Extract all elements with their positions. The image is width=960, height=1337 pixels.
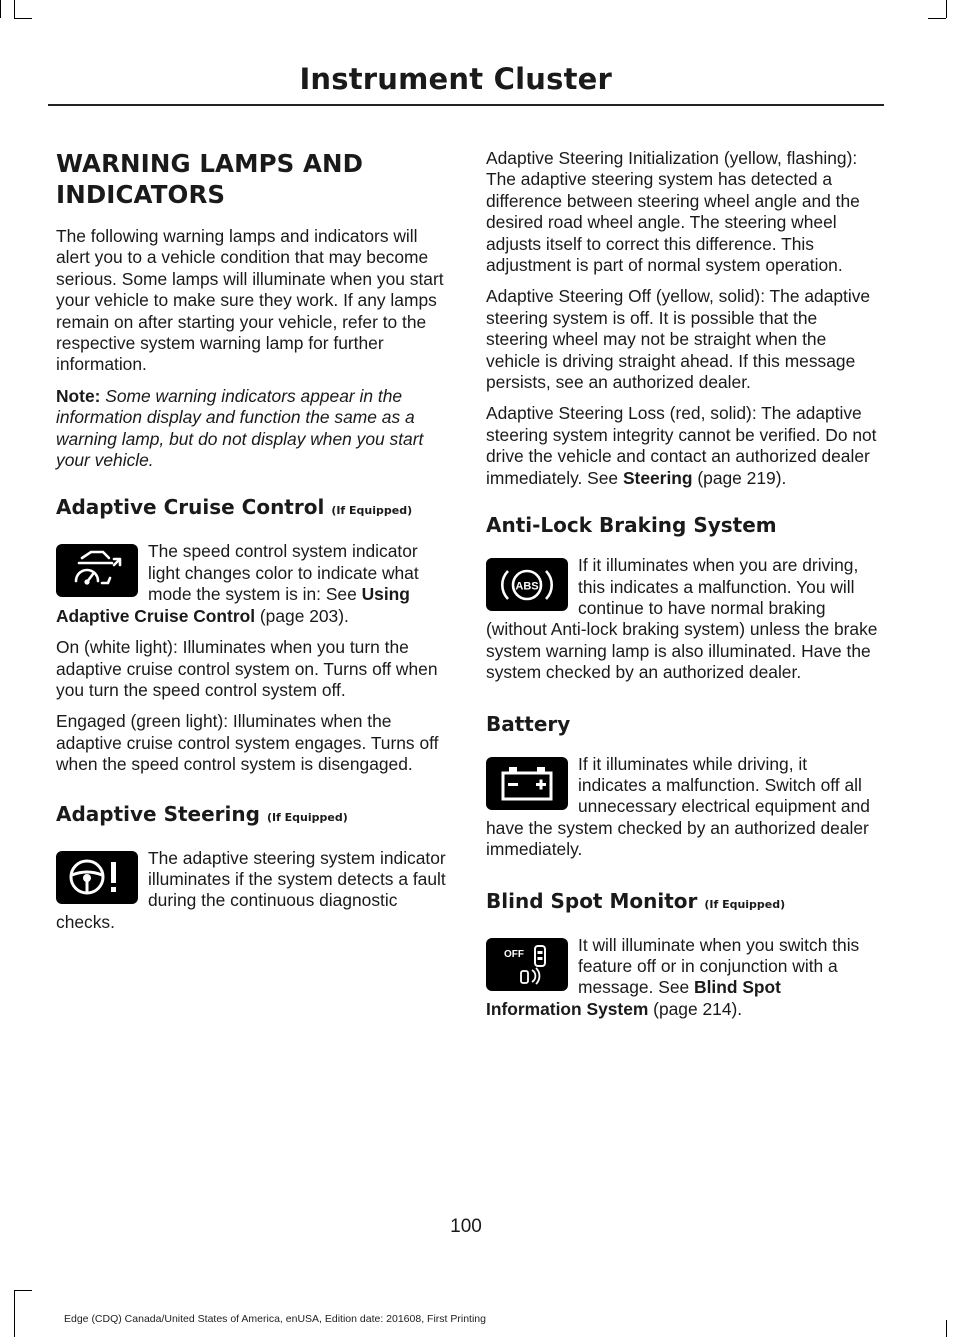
note-paragraph (56, 386, 448, 472)
acc-engaged-paragraph: Engaged (green light): Illuminates when the adaptive cruise control system engages. Turns off when the speed control system is disengaged. (56, 711, 439, 775)
steering-qualifier: (If Equipped) (266, 810, 348, 824)
steering-heading (56, 802, 448, 830)
steering-link[interactable]: Steering (622, 467, 693, 488)
blind-spot-title: Blind Spot Monitor (486, 888, 698, 913)
blind-spot-block (486, 935, 880, 1021)
blind-text-a: It will illuminate when you switch this feature off or in conjunction with a message. See (578, 934, 860, 998)
battery-description: If it illuminates while driving, it indicates a malfunction. Switch off all unnecessary electrical equipment and have the system checked by an authorized dealer immediately. (486, 753, 870, 860)
steering-init-paragraph: Adaptive Steering Initialization (yellow, flashing): The adaptive steering system has detected a difference between steering wheel angle and the desired road wheel angle. The steering wheel adjusts itself to correct this difference. This adjustment is part of normal system operation. (486, 148, 860, 276)
crop-mark (928, 18, 946, 19)
abs-icon (486, 558, 568, 611)
steering-title: Adaptive Steering (56, 801, 260, 826)
crop-mark (946, 1320, 947, 1337)
note-label: Note: (56, 385, 101, 406)
edition-info: Edge (CDQ) Canada/United States of America, enUSA, Edition date: 201608, First Printing (64, 1313, 486, 1325)
crop-mark (14, 1290, 15, 1337)
acc-title: Adaptive Cruise Control (56, 495, 325, 520)
blind-spot-heading (486, 889, 880, 917)
loss-text-b: (page 219). (692, 467, 787, 488)
acc-heading (56, 495, 448, 523)
blind-text-b: (page 214). (648, 998, 743, 1019)
page-number: 100 (450, 1216, 482, 1237)
acc-text-a: The speed control system indicator light changes color to indicate what mode the system is in: See (148, 541, 419, 605)
steering-description: The adaptive steering system indicator illuminates if the system detects a fault during the continuous diagnostic checks. (56, 847, 446, 932)
acc-text-b: (page 203). (255, 605, 349, 626)
note-text: Some warning indicators appear in the information display and function the same as a warning lamp, but do not display when you start your vehicle. (56, 385, 424, 471)
battery-icon (486, 757, 568, 810)
header-divider (48, 104, 884, 106)
steering-loss-paragraph (486, 403, 880, 489)
abs-heading: Anti-Lock Braking System (486, 513, 777, 538)
crop-mark (14, 18, 32, 19)
adaptive-cruise-control-icon (56, 544, 138, 597)
page-title: Instrument Cluster (299, 62, 612, 96)
crop-mark (0, 0, 1, 18)
abs-block (486, 555, 880, 683)
acc-link-using-adaptive-cruise-control[interactable]: Using Adaptive Cruise Control (56, 584, 410, 626)
section-heading: WARNING LAMPS AND INDICATORS (56, 149, 364, 209)
intro-paragraph: The following warning lamps and indicators will alert you to a vehicle condition that may become serious. Some lamps will illuminate when you start your vehicle to make sure they work. If any lamps remain on after starting your vehicle, refer to the respective system warning lamp for further information. (56, 226, 444, 375)
left-column (56, 140, 448, 933)
blind-spot-off-icon (486, 938, 568, 991)
crop-mark (14, 0, 15, 18)
abs-description: If it illuminates when you are driving, this indicates a malfunction. You will continue to have normal braking (without Anti-lock braking system) unless the brake system warning lamp is also illuminated. Have the system checked by an authorized dealer. (486, 555, 878, 683)
crop-mark (14, 1290, 32, 1291)
right-column (486, 148, 880, 1020)
abs-icon-label: ABS (515, 580, 539, 593)
blind-spot-icon-label: OFF (504, 949, 524, 961)
battery-block (486, 754, 880, 861)
acc-qualifier: (If Equipped) (331, 504, 413, 518)
blind-spot-link[interactable]: Blind Spot Information System (486, 977, 781, 1019)
loss-text-a: Adaptive Steering Loss (red, solid): The adaptive steering system integrity cannot be verified. Do not drive the vehicle and contact an authorized dealer immediately. See (486, 403, 877, 488)
blind-spot-qualifier: (If Equipped) (704, 897, 786, 911)
steering-off-paragraph: Adaptive Steering Off (yellow, solid): The adaptive steering system is off. It is possible that the steering wheel may not be straight when the vehicle is driving straight ahead. If this message persists, see an authorized dealer. (486, 286, 871, 393)
steering-wheel-warning-icon (56, 851, 138, 904)
crop-mark (946, 0, 947, 18)
steering-block (56, 848, 448, 934)
acc-block (56, 541, 448, 637)
battery-heading: Battery (486, 711, 571, 736)
acc-on-paragraph: On (white light): Illuminates when you turn the adaptive cruise control system on. Turns off when you turn the speed control system off. (56, 637, 438, 700)
